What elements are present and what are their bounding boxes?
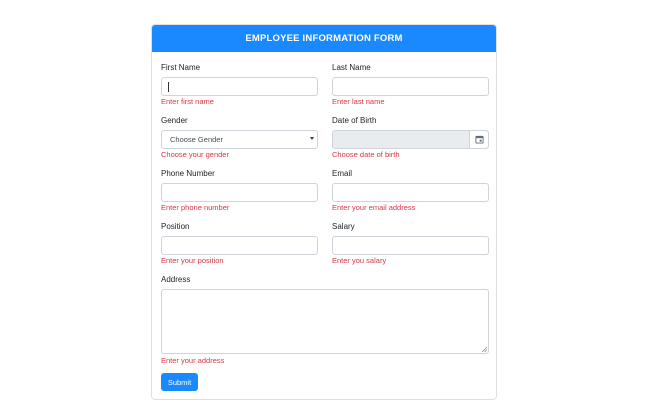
submit-button[interactable]: Submit: [161, 373, 198, 391]
first-name-error: Enter first name: [161, 97, 214, 106]
salary-input[interactable]: [332, 236, 489, 255]
resize-grip-icon[interactable]: [481, 346, 487, 352]
email-input[interactable]: [332, 183, 489, 202]
address-error: Enter your address: [161, 356, 225, 365]
dob-label: Date of Birth: [332, 116, 377, 125]
phone-label: Phone Number: [161, 169, 215, 178]
last-name-input[interactable]: [332, 77, 489, 96]
calendar-button[interactable]: [469, 131, 488, 148]
chevron-down-icon: [310, 137, 314, 140]
gender-select[interactable]: [161, 130, 318, 149]
phone-error: Enter phone number: [161, 203, 230, 212]
position-error: Enter your position: [161, 256, 224, 265]
form-title: EMPLOYEE INFORMATION FORM: [152, 25, 496, 52]
dob-input[interactable]: [332, 130, 489, 149]
calendar-icon: [475, 135, 484, 144]
dob-error: Choose date of birth: [332, 150, 400, 159]
last-name-label: Last Name: [332, 63, 371, 72]
first-name-label: First Name: [161, 63, 201, 72]
text-caret: [168, 82, 169, 92]
phone-input[interactable]: [161, 183, 318, 202]
email-error: Enter your email address: [332, 203, 416, 212]
first-name-input[interactable]: [161, 77, 318, 96]
salary-label: Salary: [332, 222, 355, 231]
gender-error: Choose your gender: [161, 150, 229, 159]
email-label: Email: [332, 169, 353, 178]
position-input[interactable]: [161, 236, 318, 255]
gender-label: Gender: [161, 116, 188, 125]
address-label: Address: [161, 275, 191, 284]
salary-error: Enter you salary: [332, 256, 387, 265]
gender-selected-value: Choose Gender: [170, 135, 223, 144]
employee-form-card: [151, 24, 497, 400]
position-label: Position: [161, 222, 190, 231]
last-name-error: Enter last name: [332, 97, 385, 106]
address-textarea[interactable]: [161, 289, 489, 354]
